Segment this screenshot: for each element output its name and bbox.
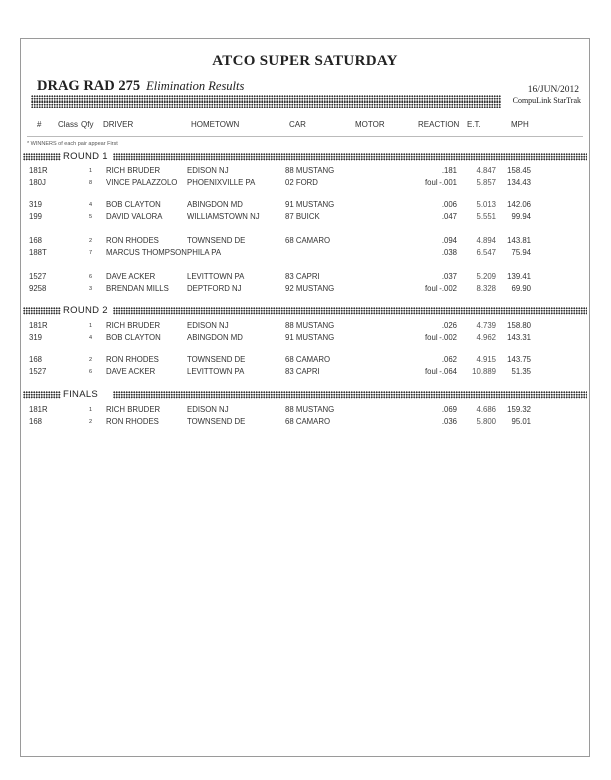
qualifying-position: 6	[89, 369, 93, 375]
result-row	[21, 166, 589, 177]
elapsed-time: 6.547	[476, 248, 496, 257]
winners-note: * WINNERS of each pair appear First	[27, 141, 118, 147]
car: 91 MUSTANG	[285, 333, 335, 342]
car: 87 BUICK	[285, 212, 320, 221]
result-row	[21, 212, 589, 223]
car-number: 181R	[29, 321, 48, 330]
car-number: 188T	[29, 248, 47, 257]
reaction-time: .181	[441, 166, 457, 175]
section-dots-left	[23, 307, 61, 315]
car: 68 CAMARO	[285, 355, 331, 364]
reaction-time: -.002	[439, 333, 457, 342]
hometown: WILLIAMSTOWN NJ	[187, 212, 260, 221]
qualifying-position: 2	[89, 357, 93, 363]
elapsed-time: 5.551	[476, 212, 496, 221]
reaction-time: .038	[441, 248, 457, 257]
car-number: 168	[29, 355, 43, 364]
hometown: TOWNSEND DE	[187, 236, 246, 245]
driver-name: MARCUS THOMPSON	[106, 248, 187, 257]
car: 83 CAPRI	[285, 272, 320, 281]
car-number: 180J	[29, 178, 46, 187]
elapsed-time: 4.739	[476, 321, 496, 330]
car: 83 CAPRI	[285, 367, 320, 376]
section-label: FINALS	[63, 389, 99, 400]
car-number: 9258	[29, 284, 47, 293]
car: 02 FORD	[285, 178, 318, 187]
car-number: 168	[29, 417, 43, 426]
section-dots-right	[113, 391, 587, 399]
car-number: 181R	[29, 405, 48, 414]
qualifying-position: 5	[89, 214, 93, 220]
car-number: 319	[29, 200, 43, 209]
header-dot-rule-bottom	[31, 101, 501, 108]
hometown: EDISON NJ	[187, 166, 229, 175]
result-row	[21, 284, 589, 295]
result-row	[21, 178, 589, 189]
trap-speed: 159.32	[507, 405, 531, 414]
qualifying-position: 1	[89, 168, 93, 174]
qualifying-position: 2	[89, 419, 93, 425]
car-number: 199	[29, 212, 43, 221]
result-row	[21, 405, 589, 416]
elapsed-time: 5.857	[476, 178, 496, 187]
trap-speed: 142.06	[507, 200, 531, 209]
col-header-et: E.T.	[467, 120, 481, 129]
car: 91 MUSTANG	[285, 200, 335, 209]
section-finals	[21, 391, 589, 400]
qualifying-position: 1	[89, 407, 93, 413]
reaction-time: .036	[441, 417, 457, 426]
driver-name: RICH BRUDER	[106, 321, 161, 330]
trap-speed: 75.94	[511, 248, 531, 257]
car: 68 CAMARO	[285, 236, 331, 245]
trap-speed: 143.81	[507, 236, 531, 245]
car: 68 CAMARO	[285, 417, 331, 426]
trap-speed: 99.94	[511, 212, 531, 221]
result-row	[21, 321, 589, 332]
elapsed-time: 5.800	[476, 417, 496, 426]
trap-speed: 69.90	[511, 284, 531, 293]
driver-name: BRENDAN MILLS	[106, 284, 169, 293]
car: 88 MUSTANG	[285, 321, 335, 330]
reaction-time: .037	[441, 272, 457, 281]
col-header-class: Class	[58, 120, 79, 129]
section-label: ROUND 1	[63, 151, 108, 162]
result-row	[21, 333, 589, 344]
col-header-reaction: REACTION	[418, 120, 460, 129]
result-row	[21, 417, 589, 428]
driver-name: BOB CLAYTON	[106, 200, 161, 209]
section-label: ROUND 2	[63, 305, 108, 316]
hometown: PHILA PA	[187, 248, 222, 257]
car: 88 MUSTANG	[285, 166, 335, 175]
results-sheet	[20, 38, 590, 757]
hometown: LEVITTOWN PA	[187, 272, 245, 281]
elapsed-time: 4.915	[476, 355, 496, 364]
header-divider	[27, 136, 583, 137]
hometown: PHOENIXVILLE PA	[187, 178, 256, 187]
col-header-car: CAR	[289, 120, 306, 129]
section-dots-left	[23, 153, 61, 161]
result-row	[21, 248, 589, 259]
qualifying-position: 3	[89, 286, 93, 292]
reaction-time: .069	[441, 405, 457, 414]
col-header-driver: DRIVER	[103, 120, 134, 129]
timing-system: CompuLink StarTrak	[512, 96, 581, 105]
section-round-1	[21, 153, 589, 162]
result-row	[21, 272, 589, 283]
section-dots-left	[23, 391, 61, 399]
elapsed-time: 10.889	[472, 367, 496, 376]
driver-name: DAVID VALORA	[106, 212, 163, 221]
hometown: EDISON NJ	[187, 321, 229, 330]
event-subtitle: Elimination Results	[146, 79, 245, 93]
qualifying-position: 4	[89, 335, 93, 341]
col-header-mph: MPH	[511, 120, 529, 129]
result-row	[21, 200, 589, 211]
qualifying-position: 2	[89, 238, 93, 244]
hometown: ABINGDON MD	[187, 200, 243, 209]
car-number: 181R	[29, 166, 48, 175]
reaction-time: -.002	[439, 284, 457, 293]
driver-name: BOB CLAYTON	[106, 333, 161, 342]
trap-speed: 134.43	[507, 178, 531, 187]
col-header-hometown: HOMETOWN	[191, 120, 240, 129]
qualifying-position: 1	[89, 323, 93, 329]
elapsed-time: 4.962	[476, 333, 496, 342]
result-row	[21, 236, 589, 247]
driver-name: RICH BRUDER	[106, 166, 161, 175]
elapsed-time: 4.847	[476, 166, 496, 175]
foul-flag: foul	[425, 284, 438, 293]
reaction-time: -.001	[439, 178, 457, 187]
foul-flag: foul	[425, 333, 438, 342]
foul-flag: foul	[425, 178, 438, 187]
car-number: 168	[29, 236, 43, 245]
trap-speed: 143.75	[507, 355, 531, 364]
reaction-time: .047	[441, 212, 457, 221]
col-header-num: #	[37, 120, 42, 129]
section-dots-right	[113, 307, 587, 315]
foul-flag: foul	[425, 367, 438, 376]
elapsed-time: 5.209	[476, 272, 496, 281]
reaction-time: -.064	[439, 367, 457, 376]
hometown: DEPTFORD NJ	[187, 284, 242, 293]
car: 88 MUSTANG	[285, 405, 335, 414]
car: 92 MUSTANG	[285, 284, 335, 293]
page-title: ATCO SUPER SATURDAY	[212, 53, 398, 69]
car-number: 1527	[29, 272, 47, 281]
section-dots-right	[113, 153, 587, 161]
driver-name: RON RHODES	[106, 355, 159, 364]
event-heading	[37, 78, 244, 95]
event-name: DRAG RAD 275	[37, 78, 141, 94]
trap-speed: 143.31	[507, 333, 531, 342]
car-number: 319	[29, 333, 43, 342]
driver-name: RICH BRUDER	[106, 405, 161, 414]
driver-name: VINCE PALAZZOLO	[106, 178, 178, 187]
elapsed-time: 4.686	[476, 405, 496, 414]
section-round-2	[21, 307, 589, 316]
col-header-motor: MOTOR	[355, 120, 385, 129]
qualifying-position: 7	[89, 250, 93, 256]
driver-name: RON RHODES	[106, 417, 159, 426]
driver-name: DAVE ACKER	[106, 367, 156, 376]
qualifying-position: 4	[89, 202, 93, 208]
trap-speed: 158.80	[507, 321, 531, 330]
hometown: TOWNSEND DE	[187, 355, 246, 364]
elapsed-time: 5.013	[476, 200, 496, 209]
reaction-time: .006	[441, 200, 457, 209]
elapsed-time: 8.328	[476, 284, 496, 293]
qualifying-position: 6	[89, 274, 93, 280]
reaction-time: .062	[441, 355, 457, 364]
trap-speed: 158.45	[507, 166, 531, 175]
col-header-qfy: Qfy	[81, 120, 94, 129]
hometown: LEVITTOWN PA	[187, 367, 245, 376]
hometown: EDISON NJ	[187, 405, 229, 414]
result-row	[21, 355, 589, 366]
driver-name: RON RHODES	[106, 236, 159, 245]
trap-speed: 51.35	[511, 367, 531, 376]
driver-name: DAVE ACKER	[106, 272, 156, 281]
car-number: 1527	[29, 367, 47, 376]
qualifying-position: 8	[89, 180, 93, 186]
reaction-time: .094	[441, 236, 457, 245]
elapsed-time: 4.894	[476, 236, 496, 245]
reaction-time: .026	[441, 321, 457, 330]
trap-speed: 95.01	[511, 417, 531, 426]
event-date: 16/JUN/2012	[527, 85, 579, 95]
hometown: TOWNSEND DE	[187, 417, 246, 426]
trap-speed: 139.41	[507, 272, 531, 281]
hometown: ABINGDON MD	[187, 333, 243, 342]
result-row	[21, 367, 589, 378]
